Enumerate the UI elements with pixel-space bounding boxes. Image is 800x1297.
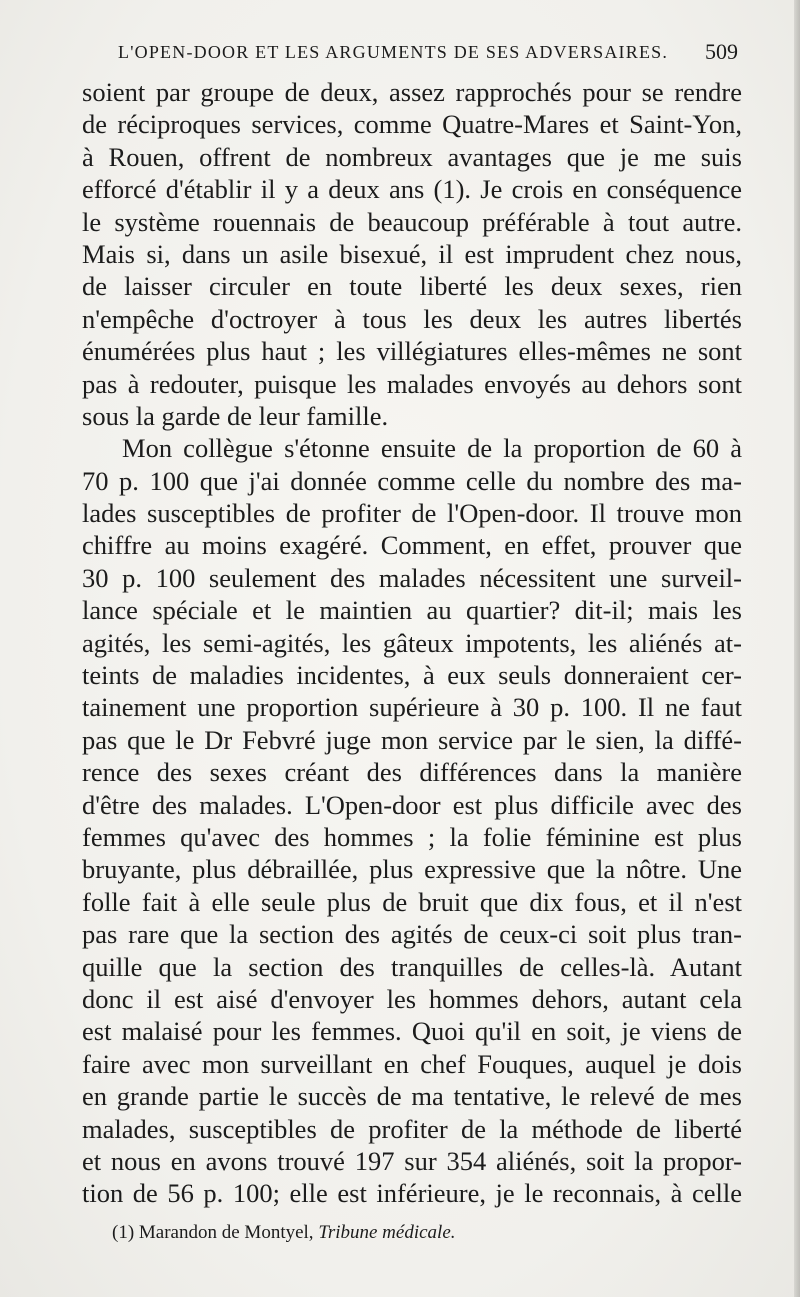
- text-line: énumérées plus haut ; les villégiatures elles-mêmes ne sont: [82, 336, 742, 367]
- body-text: [82, 76, 742, 1210]
- text-line: 30 p. 100 seulement des malades nécessitent une surveil-: [82, 562, 742, 593]
- text-line: 70 p. 100 que j'ai donnée comme celle du nombre des ma-: [82, 465, 742, 496]
- footnote-source: Tribune médicale.: [318, 1222, 456, 1243]
- text-line: le système rouennais de beaucoup préférable à tout autre.: [82, 206, 742, 237]
- text-line: d'être des malades. L'Open-door est plus difficile avec des: [82, 789, 742, 820]
- text-line: teints de maladies incidentes, à eux seuls donneraient cer-: [82, 660, 742, 691]
- text-line: quille que la section des tranquilles de celles-là. Autant: [82, 951, 742, 982]
- text-line: lance spéciale et le maintien au quartier? dit-il; mais les: [82, 595, 742, 626]
- text-line: bruyante, plus débraillée, plus expressive que la nôtre. Une: [82, 854, 742, 885]
- text-line: faire avec mon surveillant en chef Fouques, auquel je dois: [82, 1048, 742, 1079]
- text-line: pas que le Dr Febvré juge mon service par le sien, la diffé-: [82, 724, 742, 755]
- text-line: n'empêche d'octroyer à tous les deux les autres libertés: [82, 303, 742, 334]
- text-line: pas rare que la section des agités de ceux-ci soit plus tran-: [82, 919, 742, 950]
- text-line: soient par groupe de deux, assez rapprochés pour se rendre: [82, 77, 742, 107]
- text-line: est malaisé pour les femmes. Quoi qu'il en soit, je viens de: [82, 1016, 742, 1047]
- text-line: agités, les semi-agités, les gâteux impotents, les aliénés at-: [82, 627, 742, 658]
- text-line: malades, susceptibles de profiter de la méthode de liberté: [82, 1113, 742, 1144]
- text-line: tion de 56 p. 100; elle est inférieure, je le reconnais, à celle: [82, 1178, 742, 1209]
- text-line: donc il est aisé d'envoyer les hommes dehors, autant cela: [82, 983, 742, 1014]
- text-line: Mais si, dans un asile bisexué, il est imprudent chez nous,: [82, 238, 742, 269]
- text-line: tainement une proportion supérieure à 30 p. 100. Il ne faut: [82, 692, 742, 723]
- footnote-author: Marandon de Montyel,: [138, 1222, 314, 1243]
- text-line: et nous en avons trouvé 197 sur 354 aliénés, soit la propor-: [82, 1145, 742, 1176]
- text-line: à Rouen, offrent de nombreux avantages que je me suis: [82, 141, 742, 172]
- text-line: lades susceptibles de profiter de l'Open-door. Il trouve mon: [82, 498, 742, 529]
- text-line: folle fait à elle seule plus de bruit que dix fous, et il n'est: [82, 886, 742, 917]
- footnote: [112, 1222, 732, 1244]
- page-number: 509: [705, 39, 738, 64]
- paragraph: [82, 76, 742, 432]
- text-line: rence des sexes créant des différences dans la manière: [82, 757, 742, 788]
- footnote-marker: (1): [112, 1222, 135, 1243]
- text-line: de réciproques services, comme Quatre-Mares et Saint-Yon,: [82, 109, 742, 140]
- text-line: en grande partie le succès de ma tentative, le relevé de mes: [82, 1081, 742, 1112]
- text-line: sous la garde de leur famille.: [82, 400, 389, 431]
- page-edge-shadow: [794, 0, 800, 1297]
- text-line: chiffre au moins exagéré. Comment, en effet, prouver que: [82, 530, 742, 561]
- running-title: L'OPEN-DOOR ET LES ARGUMENTS DE SES ADVERSAIRES.: [118, 42, 669, 62]
- text-line: pas à redouter, puisque les malades envoyés au dehors sont: [82, 368, 742, 399]
- text-line: efforcé d'établir il y a deux ans (1). Je crois en conséquence: [82, 174, 742, 205]
- text-line: de laisser circuler en toute liberté les deux sexes, rien: [82, 271, 742, 302]
- text-line: Mon collègue s'étonne ensuite de la proportion de 60 à: [122, 433, 742, 464]
- text-line: femmes qu'avec des hommes ; la folie féminine est plus: [82, 821, 742, 852]
- paragraph: [82, 432, 742, 1209]
